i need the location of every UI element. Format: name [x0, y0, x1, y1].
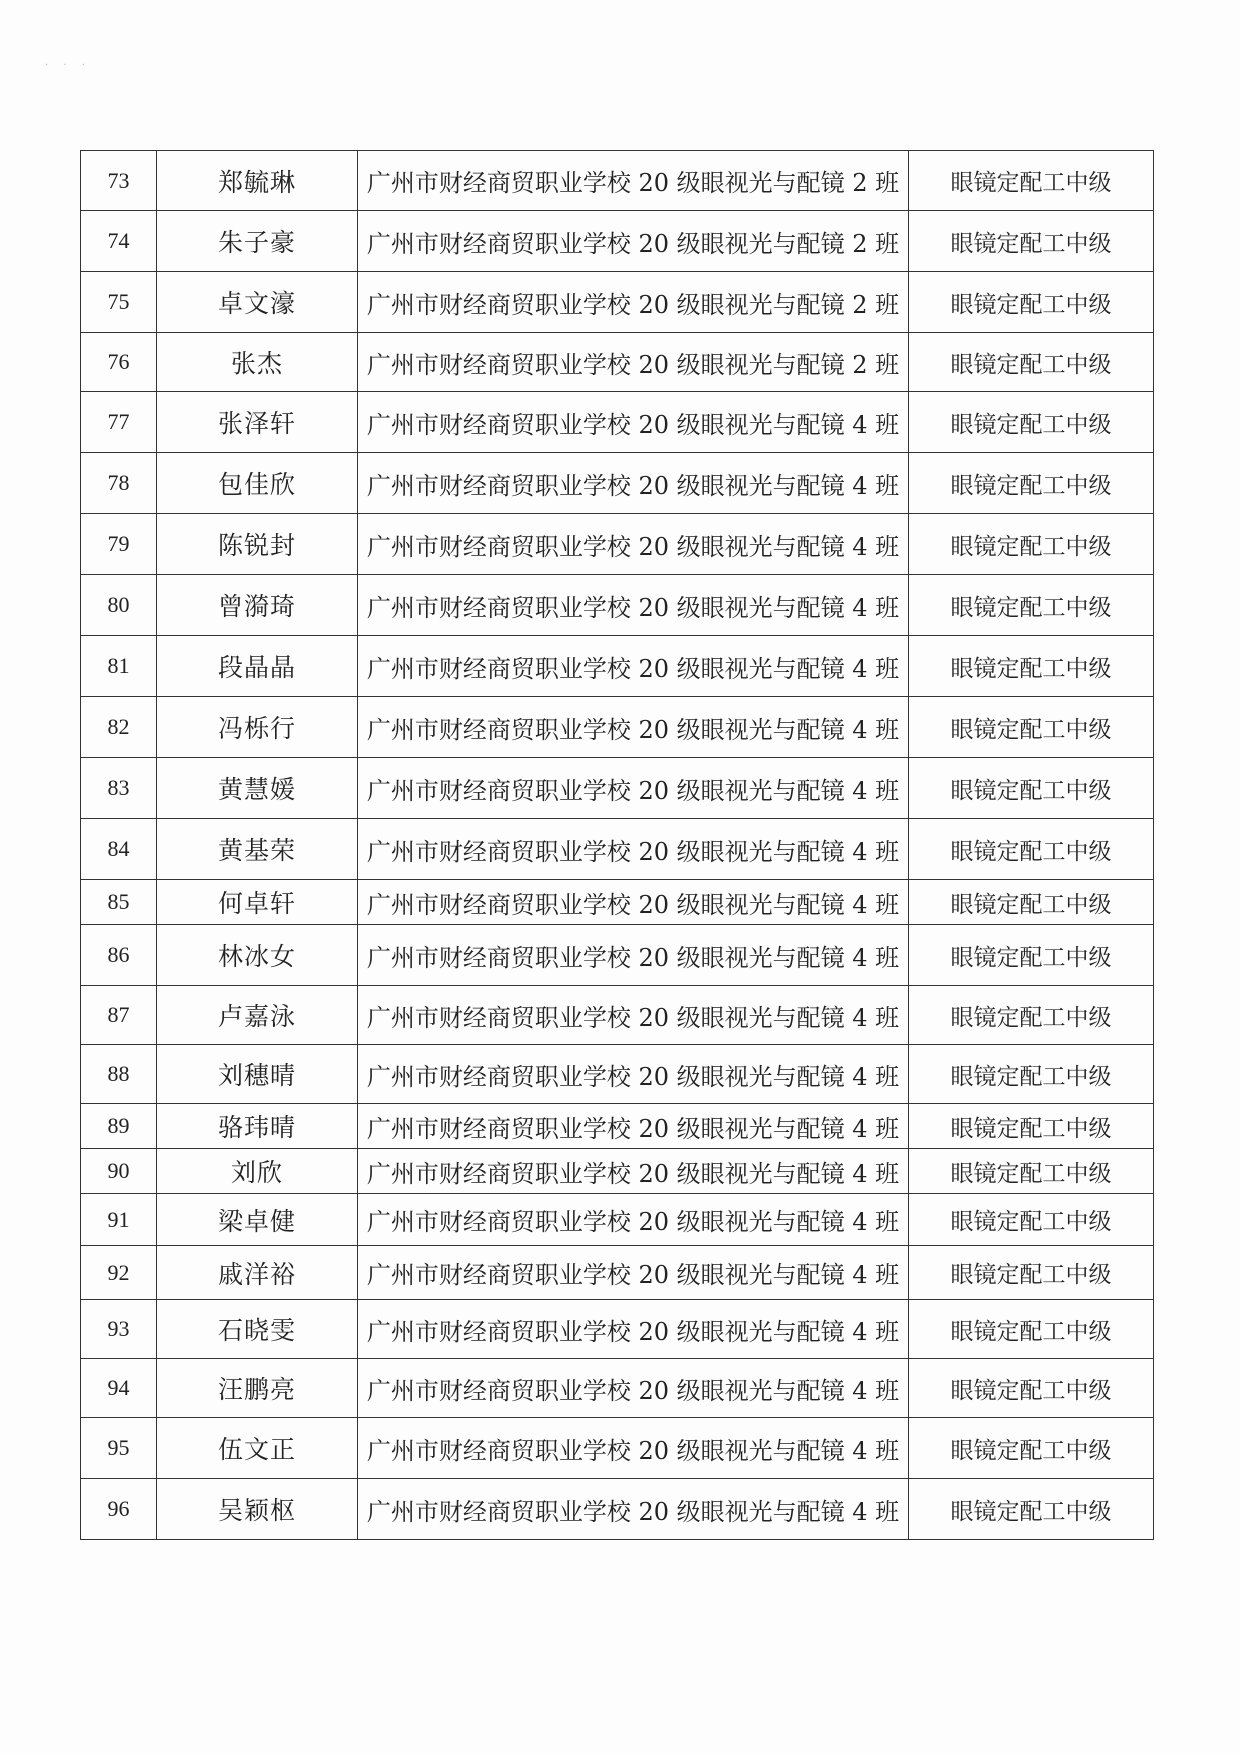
certificate-level: 眼镜定配工中级: [909, 1194, 1154, 1246]
student-name: 张泽轩: [157, 392, 358, 453]
class-name: 广州市财经商贸职业学校 20 级眼视光与配镜 4 班: [358, 1246, 909, 1300]
scan-artifact: · · ·: [45, 60, 91, 71]
certificate-level: 眼镜定配工中级: [909, 819, 1154, 880]
class-name: 广州市财经商贸职业学校 20 级眼视光与配镜 4 班: [358, 697, 909, 758]
class-name: 广州市财经商贸职业学校 20 级眼视光与配镜 2 班: [358, 272, 909, 333]
row-number: 76: [81, 333, 157, 392]
student-name: 林冰女: [157, 925, 358, 986]
table-row: [81, 453, 1154, 514]
certificate-level: 眼镜定配工中级: [909, 453, 1154, 514]
table-row: [81, 1300, 1154, 1359]
table-row: [81, 1479, 1154, 1540]
certificate-level: 眼镜定配工中级: [909, 880, 1154, 925]
certificate-level: 眼镜定配工中级: [909, 697, 1154, 758]
class-name: 广州市财经商贸职业学校 20 级眼视光与配镜 2 班: [358, 333, 909, 392]
row-number: 86: [81, 925, 157, 986]
table-row: [81, 1194, 1154, 1246]
class-name: 广州市财经商贸职业学校 20 级眼视光与配镜 4 班: [358, 819, 909, 880]
table-row: [81, 636, 1154, 697]
row-number: 83: [81, 758, 157, 819]
table-row: [81, 392, 1154, 453]
certificate-level: 眼镜定配工中级: [909, 514, 1154, 575]
student-name: 汪鹏亮: [157, 1359, 358, 1418]
row-number: 73: [81, 151, 157, 211]
student-name: 刘穗晴: [157, 1045, 358, 1104]
certificate-level: 眼镜定配工中级: [909, 272, 1154, 333]
student-name: 黄慧媛: [157, 758, 358, 819]
class-name: 广州市财经商贸职业学校 20 级眼视光与配镜 4 班: [358, 880, 909, 925]
certificate-level: 眼镜定配工中级: [909, 1300, 1154, 1359]
certificate-level: 眼镜定配工中级: [909, 151, 1154, 211]
row-number: 85: [81, 880, 157, 925]
student-name: 吴颖枢: [157, 1479, 358, 1540]
student-name: 梁卓健: [157, 1194, 358, 1246]
student-name: 刘欣: [157, 1149, 358, 1194]
table-row: [81, 1045, 1154, 1104]
table-row: [81, 151, 1154, 211]
row-number: 92: [81, 1246, 157, 1300]
class-name: 广州市财经商贸职业学校 20 级眼视光与配镜 4 班: [358, 575, 909, 636]
student-name: 陈锐封: [157, 514, 358, 575]
student-name: 卢嘉泳: [157, 986, 358, 1045]
table-row: [81, 211, 1154, 272]
class-name: 广州市财经商贸职业学校 20 级眼视光与配镜 4 班: [358, 1479, 909, 1540]
student-name: 黄基荣: [157, 819, 358, 880]
class-name: 广州市财经商贸职业学校 20 级眼视光与配镜 2 班: [358, 211, 909, 272]
student-name: 段晶晶: [157, 636, 358, 697]
student-name: 张杰: [157, 333, 358, 392]
roster-table: [80, 150, 1154, 1540]
table-row: [81, 514, 1154, 575]
class-name: 广州市财经商贸职业学校 20 级眼视光与配镜 4 班: [358, 636, 909, 697]
table-row: [81, 1149, 1154, 1194]
class-name: 广州市财经商贸职业学校 20 级眼视光与配镜 4 班: [358, 1104, 909, 1149]
table-row: [81, 758, 1154, 819]
table-row: [81, 333, 1154, 392]
class-name: 广州市财经商贸职业学校 20 级眼视光与配镜 4 班: [358, 453, 909, 514]
student-name: 石晓雯: [157, 1300, 358, 1359]
class-name: 广州市财经商贸职业学校 20 级眼视光与配镜 4 班: [358, 1300, 909, 1359]
student-name: 戚洋裕: [157, 1246, 358, 1300]
table-row: [81, 1246, 1154, 1300]
row-number: 82: [81, 697, 157, 758]
table-row: [81, 986, 1154, 1045]
row-number: 95: [81, 1418, 157, 1479]
class-name: 广州市财经商贸职业学校 20 级眼视光与配镜 4 班: [358, 1418, 909, 1479]
row-number: 74: [81, 211, 157, 272]
student-name: 朱子豪: [157, 211, 358, 272]
row-number: 94: [81, 1359, 157, 1418]
class-name: 广州市财经商贸职业学校 20 级眼视光与配镜 4 班: [358, 758, 909, 819]
class-name: 广州市财经商贸职业学校 20 级眼视光与配镜 4 班: [358, 925, 909, 986]
student-name: 骆玮晴: [157, 1104, 358, 1149]
roster-table-body: [81, 151, 1154, 1540]
table-row: [81, 697, 1154, 758]
certificate-level: 眼镜定配工中级: [909, 1479, 1154, 1540]
student-name: 伍文正: [157, 1418, 358, 1479]
row-number: 88: [81, 1045, 157, 1104]
class-name: 广州市财经商贸职业学校 20 级眼视光与配镜 4 班: [358, 392, 909, 453]
certificate-level: 眼镜定配工中级: [909, 575, 1154, 636]
certificate-level: 眼镜定配工中级: [909, 986, 1154, 1045]
certificate-level: 眼镜定配工中级: [909, 1246, 1154, 1300]
table-row: [81, 819, 1154, 880]
row-number: 90: [81, 1149, 157, 1194]
certificate-level: 眼镜定配工中级: [909, 758, 1154, 819]
row-number: 84: [81, 819, 157, 880]
row-number: 79: [81, 514, 157, 575]
student-name: 包佳欣: [157, 453, 358, 514]
table-row: [81, 925, 1154, 986]
row-number: 93: [81, 1300, 157, 1359]
student-name: 冯栎行: [157, 697, 358, 758]
certificate-level: 眼镜定配工中级: [909, 392, 1154, 453]
certificate-level: 眼镜定配工中级: [909, 1149, 1154, 1194]
row-number: 77: [81, 392, 157, 453]
class-name: 广州市财经商贸职业学校 20 级眼视光与配镜 4 班: [358, 1359, 909, 1418]
class-name: 广州市财经商贸职业学校 20 级眼视光与配镜 4 班: [358, 1149, 909, 1194]
certificate-level: 眼镜定配工中级: [909, 333, 1154, 392]
certificate-level: 眼镜定配工中级: [909, 1418, 1154, 1479]
class-name: 广州市财经商贸职业学校 20 级眼视光与配镜 2 班: [358, 151, 909, 211]
table-row: [81, 272, 1154, 333]
row-number: 75: [81, 272, 157, 333]
table-row: [81, 880, 1154, 925]
row-number: 80: [81, 575, 157, 636]
certificate-level: 眼镜定配工中级: [909, 1104, 1154, 1149]
row-number: 87: [81, 986, 157, 1045]
certificate-level: 眼镜定配工中级: [909, 211, 1154, 272]
class-name: 广州市财经商贸职业学校 20 级眼视光与配镜 4 班: [358, 1045, 909, 1104]
student-name: 何卓轩: [157, 880, 358, 925]
certificate-level: 眼镜定配工中级: [909, 1045, 1154, 1104]
table-row: [81, 1359, 1154, 1418]
class-name: 广州市财经商贸职业学校 20 级眼视光与配镜 4 班: [358, 986, 909, 1045]
table-row: [81, 1418, 1154, 1479]
row-number: 96: [81, 1479, 157, 1540]
certificate-level: 眼镜定配工中级: [909, 636, 1154, 697]
student-name: 郑毓琳: [157, 151, 358, 211]
student-name: 卓文濠: [157, 272, 358, 333]
table-row: [81, 575, 1154, 636]
table-row: [81, 1104, 1154, 1149]
row-number: 81: [81, 636, 157, 697]
row-number: 78: [81, 453, 157, 514]
row-number: 91: [81, 1194, 157, 1246]
row-number: 89: [81, 1104, 157, 1149]
class-name: 广州市财经商贸职业学校 20 级眼视光与配镜 4 班: [358, 514, 909, 575]
certificate-level: 眼镜定配工中级: [909, 925, 1154, 986]
certificate-level: 眼镜定配工中级: [909, 1359, 1154, 1418]
class-name: 广州市财经商贸职业学校 20 级眼视光与配镜 4 班: [358, 1194, 909, 1246]
student-name: 曾漪琦: [157, 575, 358, 636]
